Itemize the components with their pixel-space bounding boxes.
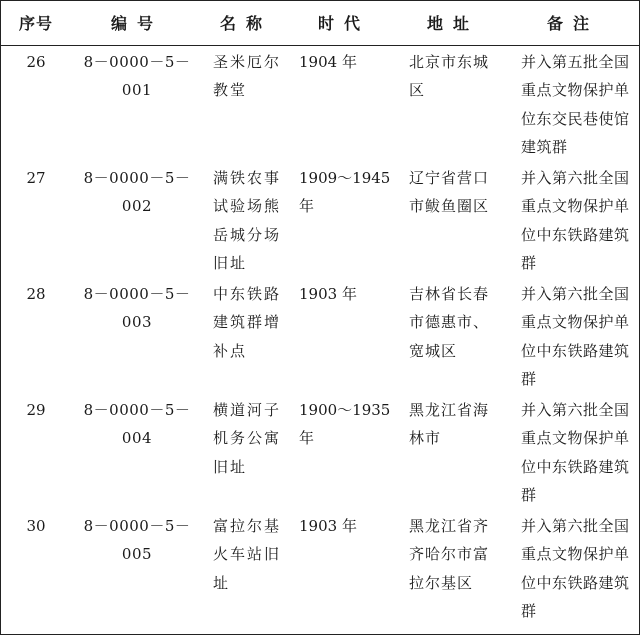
cell-note xyxy=(507,510,639,626)
cell-name xyxy=(203,510,289,626)
cell-name xyxy=(203,278,289,394)
cell-code: 8－0000－5－002 xyxy=(83,168,191,215)
cell-era: 1903 年 xyxy=(299,516,357,535)
table-row xyxy=(1,45,639,162)
cell-code: 8－0000－5－003 xyxy=(83,284,191,331)
header-location: 地址 xyxy=(426,14,479,34)
table-header xyxy=(1,1,639,45)
cell-location xyxy=(399,45,507,162)
cell-note xyxy=(507,162,639,278)
header-code: 编号 xyxy=(110,14,163,34)
name-text: 中东铁路建筑群增补点 xyxy=(213,284,282,360)
cell-location xyxy=(399,394,507,510)
location-text: 吉林省长春市德惠市、宽城区 xyxy=(409,284,490,360)
cell-location xyxy=(399,278,507,394)
cell-seq: 28 xyxy=(26,284,46,303)
name-text: 富拉尔基火车站旧址 xyxy=(213,516,282,592)
cell-name xyxy=(203,45,289,162)
table-row xyxy=(1,394,639,510)
cell-note xyxy=(507,45,639,162)
cell-seq: 27 xyxy=(26,168,46,187)
note-text: 并入第六批全国重点文物保护单位中东铁路建筑群 xyxy=(521,168,630,272)
location-text: 黑龙江省齐齐哈尔市富拉尔基区 xyxy=(409,516,490,592)
name-text: 圣米厄尔教堂 xyxy=(213,52,282,99)
cell-note xyxy=(507,394,639,510)
cell-location xyxy=(399,162,507,278)
table-body xyxy=(1,45,639,626)
cell-seq: 30 xyxy=(26,516,46,535)
cell-code: 8－0000－5－005 xyxy=(83,516,191,563)
header-name: 名称 xyxy=(219,14,272,34)
cell-seq: 26 xyxy=(26,52,46,71)
location-text: 北京市东城区 xyxy=(409,52,490,99)
note-text: 并入第六批全国重点文物保护单位中东铁路建筑群 xyxy=(521,516,630,620)
cell-code: 8－0000－5－004 xyxy=(83,400,191,447)
name-text: 横道河子机务公寓旧址 xyxy=(213,400,282,476)
table-row xyxy=(1,278,639,394)
cell-era: 1900～1935 年 xyxy=(299,400,391,447)
header-row xyxy=(1,1,639,45)
table-row xyxy=(1,510,639,626)
cell-code: 8－0000－5－001 xyxy=(83,52,191,99)
cell-name xyxy=(203,162,289,278)
cell-era: 1903 年 xyxy=(299,284,357,303)
note-text: 并入第六批全国重点文物保护单位中东铁路建筑群 xyxy=(521,400,630,504)
cell-name xyxy=(203,394,289,510)
note-text: 并入第六批全国重点文物保护单位中东铁路建筑群 xyxy=(521,284,630,388)
cell-location xyxy=(399,510,507,626)
cell-era: 1904 年 xyxy=(299,52,357,71)
cell-era: 1909～1945 年 xyxy=(299,168,391,215)
header-note: 备注 xyxy=(546,14,599,34)
cell-seq: 29 xyxy=(26,400,46,419)
heritage-table xyxy=(1,1,639,626)
name-text: 满铁农事试验场熊岳城分场旧址 xyxy=(213,168,282,272)
header-era: 时代 xyxy=(317,14,370,34)
location-text: 黑龙江省海林市 xyxy=(409,400,490,447)
cell-note xyxy=(507,278,639,394)
location-text: 辽宁省营口市鲅鱼圈区 xyxy=(409,168,490,215)
header-seq: 序号 xyxy=(18,14,53,34)
note-text: 并入第五批全国重点文物保护单位东交民巷使馆建筑群 xyxy=(521,52,630,156)
table-row xyxy=(1,162,639,278)
